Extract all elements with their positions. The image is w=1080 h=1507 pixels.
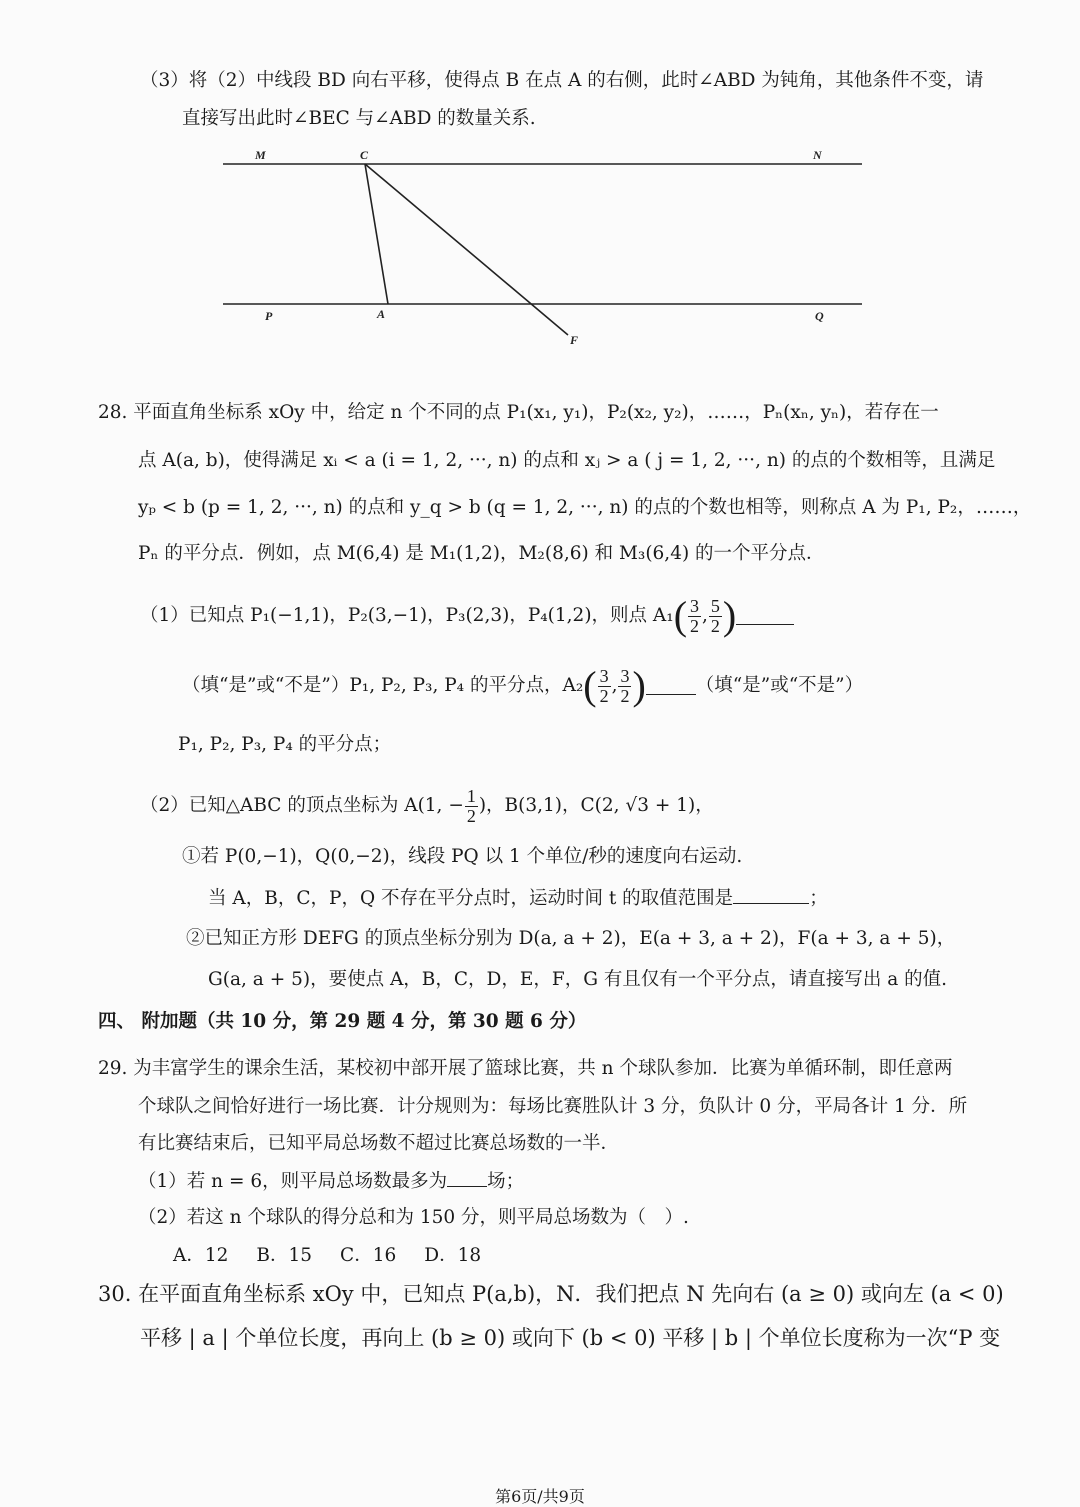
q29-line1: 29. 为丰富学生的课余生活，某校初中部开展了篮球比赛，共 n 个球队参加．比赛为单循环制，即任意两 [98, 1058, 953, 1079]
fraction: $\frac{3}{2}$ [620, 665, 630, 706]
q28-part2-sub1: ①若 P(0,−1)，Q(0,−2)，线段 PQ 以 1 个单位/秒的速度向右运动. [182, 846, 743, 867]
fraction: $\frac{3}{2}$ [690, 595, 700, 636]
q28-part2-sub1b: 当 A，B，C，P，Q 不存在平分点时，运动时间 t 的取值范围是 ； [208, 888, 828, 909]
q27-part3-line2: 直接写出此时∠BEC 与∠ABD 的数量关系. [182, 108, 536, 129]
fraction: $\frac{1}{2}$ [466, 785, 476, 826]
fraction: $\frac{3}{2}$ [599, 665, 609, 706]
option-a: A．12 [173, 1245, 229, 1266]
q28-line2: 点 A(a, b)，使得满足 xᵢ < a (i = 1, 2, ···, n) 的点和 xⱼ > a ( j = 1, 2, ···, n) 的点的个数相等，且满足 [138, 450, 996, 471]
q28-part2-sub2: ②已知正方形 DEFG 的顶点坐标分别为 D(a, a + 2)，E(a + 3, a + 2)，F(a + 3, a + 5)， [186, 928, 956, 949]
q27-part3-line1: （3）将（2）中线段 BD 向右平移，使得点 B 在点 A 的右侧，此时∠ABD 为钝角，其他条件不变，请 [140, 70, 984, 91]
segment-cf [365, 164, 568, 335]
answer-blank-a1 [736, 608, 794, 625]
q29-part1: （1）若 n = 6，则平局总场数最多为 场； [138, 1171, 525, 1192]
geometry-figure [215, 140, 875, 350]
label-n: N [813, 148, 822, 162]
q28-part1-text2: （填“是”或“不是”）P₁, P₂, P₃, P₄ 的平分点，A₂ [182, 674, 584, 696]
q30-line2: 平移 | a | 个单位长度，再向上 (b ≥ 0) 或向下 (b < 0) 平移 | b | 个单位长度称为一次“P 变 [140, 1326, 1001, 1350]
option-c: C．16 [340, 1245, 397, 1266]
segment-ca [365, 164, 388, 304]
q29-part2: （2）若这 n 个球队的得分总和为 150 分，则平局总场数为（ ）. [138, 1207, 689, 1228]
page-footer: 第6页/共9页 [495, 1487, 585, 1506]
q29-options [173, 1245, 481, 1267]
q28-line3: yₚ < b (p = 1, 2, ···, n) 的点和 y_q > b (q = 1, 2, ···, n) 的点的个数也相等，则称点 A 为 P₁, P₂，……， [138, 497, 1032, 518]
q28-part1-line3: P₁, P₂, P₃, P₄ 的平分点； [178, 734, 392, 755]
label-q: Q [815, 309, 824, 323]
q28-line1: 28. 平面直角坐标系 xOy 中，给定 n 个不同的点 P₁(x₁, y₁)，P₂(x₂, y₂)，……，Pₙ(xₙ, yₙ)，若存在一 [98, 402, 939, 423]
option-b: B．15 [256, 1245, 313, 1266]
fraction: $\frac{5}{2}$ [710, 595, 720, 636]
label-c: C [360, 148, 369, 162]
q28-part1-line2: （填“是”或“不是”）P₁, P₂, P₃, P₄ 的平分点，A₂ ( $\frac{3}{2}$ , $\frac{3}{2}$ ) （填“是”或“不是”） [182, 663, 864, 708]
option-d: D．18 [424, 1245, 482, 1266]
section-heading: 四、 附加题（共 10 分，第 29 题 4 分，第 30 题 6 分） [98, 1011, 587, 1032]
q29-line2: 个球队之间恰好进行一场比赛．计分规则为：每场比赛胜队计 3 分，负队计 0 分，平局各计 1 分．所 [138, 1096, 968, 1117]
q28-line4: Pₙ 的平分点．例如，点 M(6,4) 是 M₁(1,2)，M₂(8,6) 和 M₃(6,4) 的一个平分点． [138, 543, 825, 564]
q30-line1: 30. 在平面直角坐标系 xOy 中，已知点 P(a,b)，N．我们把点 N 先向右 (a ≥ 0) 或向左 (a < 0) [98, 1282, 1004, 1306]
answer-blank-t [733, 887, 809, 904]
label-a: A [377, 307, 386, 321]
q28-part1-line1: （1）已知点 P₁(−1,1)，P₂(3,−1)，P₃(2,3)，P₄(1,2)，则点 A₁ ( $\frac{3}{2}$ , $\frac{5}{2}$ ) [140, 588, 794, 644]
q28-part1-text: （1）已知点 P₁(−1,1)，P₂(3,−1)，P₃(2,3)，P₄(1,2)，则点 A₁ [140, 604, 674, 626]
label-m: M [255, 148, 266, 162]
q28-part2-line1: （2）已知△ABC 的顶点坐标为 A(1, − $\frac{1}{2}$ )，B(3,1)，C(2, √3 + 1)， [140, 785, 714, 826]
answer-blank-q29 [447, 1170, 487, 1187]
label-p: P [265, 309, 273, 323]
q29-line3: 有比赛结束后，已知平局总场数不超过比赛总场数的一半． [138, 1133, 620, 1154]
q28-part2-sub2b: G(a, a + 5)，要使点 A，B，C，D，E，F，G 有且仅有一个平分点，请直接写出 a 的值. [208, 969, 948, 990]
label-f: F [570, 333, 579, 347]
answer-blank-a2 [646, 678, 696, 695]
